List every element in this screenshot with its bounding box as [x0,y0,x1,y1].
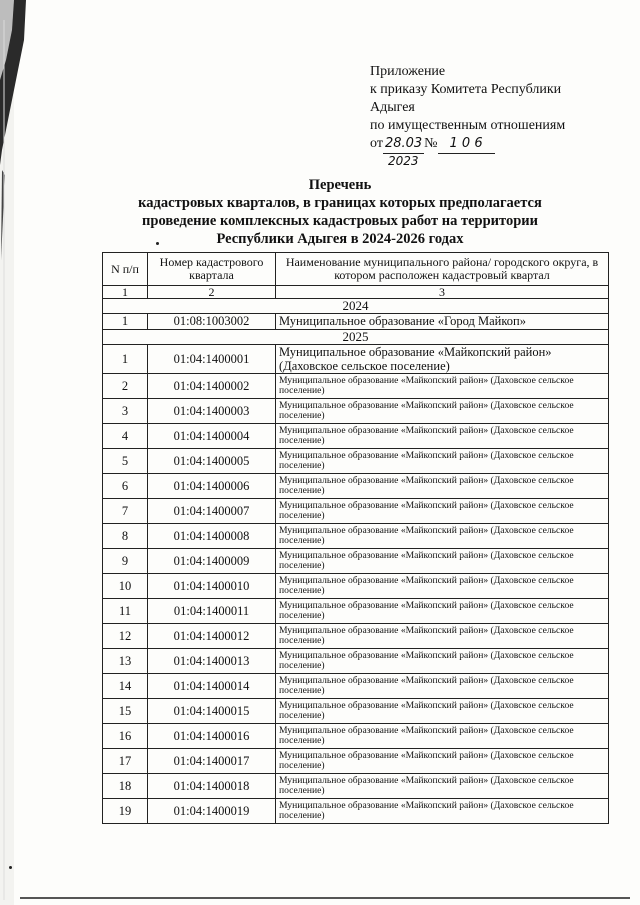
number-sign: № [424,136,438,151]
cadastral-number: 01:04:1400018 [148,774,276,799]
appendix-block [370,63,565,168]
municipality-name: Муниципальное образование «Майкопский район» (Даховское сельское поселение) [276,624,609,649]
year-row [103,299,609,314]
municipality-name: Муниципальное образование «Майкопский район» (Даховское сельское поселение) [276,399,609,424]
index-cell: 1 [103,286,148,299]
table-row [103,699,609,724]
cadastral-number: 01:04:1400012 [148,624,276,649]
cadastral-number: 01:04:1400016 [148,724,276,749]
row-number: 2 [103,374,148,399]
table-row [103,314,609,330]
header-cadastral-number: Номер кадастрового квартала [148,253,276,286]
cadastral-number: 01:04:1400009 [148,549,276,574]
municipality-name: Муниципальное образование «Майкопский район» (Даховское сельское поселение) [276,345,609,374]
year-cell: 2024 [103,299,609,314]
row-number: 14 [103,674,148,699]
document-title [105,176,575,248]
header-municipality: Наименование муниципального района/ городского округа, в котором расположен кадастровый квартал [276,253,609,286]
scan-bottom-edge [20,897,630,899]
scan-speck [156,242,159,245]
title-line: кадастровых кварталов, в границах которых предполагается [138,195,542,211]
table-row [103,599,609,624]
table-row [103,345,609,374]
table-row [103,624,609,649]
scan-speck [9,866,12,869]
cadastral-number: 01:04:1400013 [148,649,276,674]
row-number: 12 [103,624,148,649]
row-number: 1 [103,314,148,330]
municipality-name: Муниципальное образование «Город Майкоп» [276,314,609,330]
year-cell: 2025 [103,330,609,345]
cadastral-number: 01:04:1400005 [148,449,276,474]
header-number: N п/п [103,253,148,286]
row-number: 17 [103,749,148,774]
index-cell: 2 [148,286,276,299]
table-row [103,499,609,524]
table-row [103,574,609,599]
table-row [103,774,609,799]
cadastral-number: 01:04:1400008 [148,524,276,549]
municipality-name: Муниципальное образование «Майкопский район» (Даховское сельское поселение) [276,674,609,699]
table-row [103,374,609,399]
order-date-prefix: от [370,136,383,151]
municipality-name: Муниципальное образование «Майкопский район» (Даховское сельское поселение) [276,499,609,524]
row-number: 11 [103,599,148,624]
municipality-name: Муниципальное образование «Майкопский район» (Даховское сельское поселение) [276,374,609,399]
row-number: 6 [103,474,148,499]
cadastral-number: 01:04:1400015 [148,699,276,724]
table-row [103,674,609,699]
row-number: 4 [103,424,148,449]
row-number: 18 [103,774,148,799]
title-line: Республики Адыгея в 2024-2026 годах [216,231,464,247]
row-number: 1 [103,345,148,374]
row-number: 3 [103,399,148,424]
table-header-row [103,253,609,286]
table-row [103,449,609,474]
municipality-name: Муниципальное образование «Майкопский район» (Даховское сельское поселение) [276,699,609,724]
municipality-name: Муниципальное образование «Майкопский район» (Даховское сельское поселение) [276,724,609,749]
table-row [103,724,609,749]
cadastral-number: 01:04:1400014 [148,674,276,699]
row-number: 7 [103,499,148,524]
table-row [103,749,609,774]
table-index-row [103,286,609,299]
cadastral-table [102,252,609,824]
appendix-line: Приложение [370,64,446,79]
municipality-name: Муниципальное образование «Майкопский район» (Даховское сельское поселение) [276,799,609,824]
cadastral-number: 01:04:1400001 [148,345,276,374]
title-line: проведение комплексных кадастровых работ на территории [142,213,538,229]
table-row [103,424,609,449]
row-number: 13 [103,649,148,674]
row-number: 5 [103,449,148,474]
cadastral-number: 01:04:1400011 [148,599,276,624]
scan-edge-shadow [0,0,30,905]
order-date-handwritten: 28.03 [383,135,424,154]
row-number: 10 [103,574,148,599]
municipality-name: Муниципальное образование «Майкопский район» (Даховское сельское поселение) [276,574,609,599]
year-row [103,330,609,345]
cadastral-number: 01:08:1003002 [148,314,276,330]
cadastral-number: 01:04:1400003 [148,399,276,424]
cadastral-number: 01:04:1400007 [148,499,276,524]
municipality-name: Муниципальное образование «Майкопский район» (Даховское сельское поселение) [276,549,609,574]
municipality-name: Муниципальное образование «Майкопский район» (Даховское сельское поселение) [276,474,609,499]
municipality-name: Муниципальное образование «Майкопский район» (Даховское сельское поселение) [276,424,609,449]
table-row [103,524,609,549]
municipality-name: Муниципальное образование «Майкопский район» (Даховское сельское поселение) [276,749,609,774]
municipality-name: Муниципальное образование «Майкопский район» (Даховское сельское поселение) [276,524,609,549]
appendix-line: по имущественным отношениям [370,118,566,133]
municipality-name: Муниципальное образование «Майкопский район» (Даховское сельское поселение) [276,599,609,624]
table-row [103,399,609,424]
table-row [103,549,609,574]
municipality-name: Муниципальное образование «Майкопский район» (Даховское сельское поселение) [276,774,609,799]
row-number: 8 [103,524,148,549]
table-row [103,649,609,674]
table-row [103,799,609,824]
cadastral-number: 01:04:1400010 [148,574,276,599]
cadastral-number: 01:04:1400006 [148,474,276,499]
title-line: Перечень [308,177,372,193]
row-number: 16 [103,724,148,749]
order-year-handwritten: 2023 [388,154,419,168]
order-number-handwritten: 1 0 6 [438,135,495,154]
appendix-line: к приказу Комитета Республики [370,82,562,97]
row-number: 19 [103,799,148,824]
row-number: 9 [103,549,148,574]
index-cell: 3 [276,286,609,299]
cadastral-number: 01:04:1400019 [148,799,276,824]
row-number: 15 [103,699,148,724]
municipality-name: Муниципальное образование «Майкопский район» (Даховское сельское поселение) [276,649,609,674]
table-row [103,474,609,499]
order-date-line [370,135,565,154]
cadastral-number: 01:04:1400004 [148,424,276,449]
appendix-line: Адыгея [370,100,415,115]
cadastral-number: 01:04:1400017 [148,749,276,774]
cadastral-number: 01:04:1400002 [148,374,276,399]
municipality-name: Муниципальное образование «Майкопский район» (Даховское сельское поселение) [276,449,609,474]
